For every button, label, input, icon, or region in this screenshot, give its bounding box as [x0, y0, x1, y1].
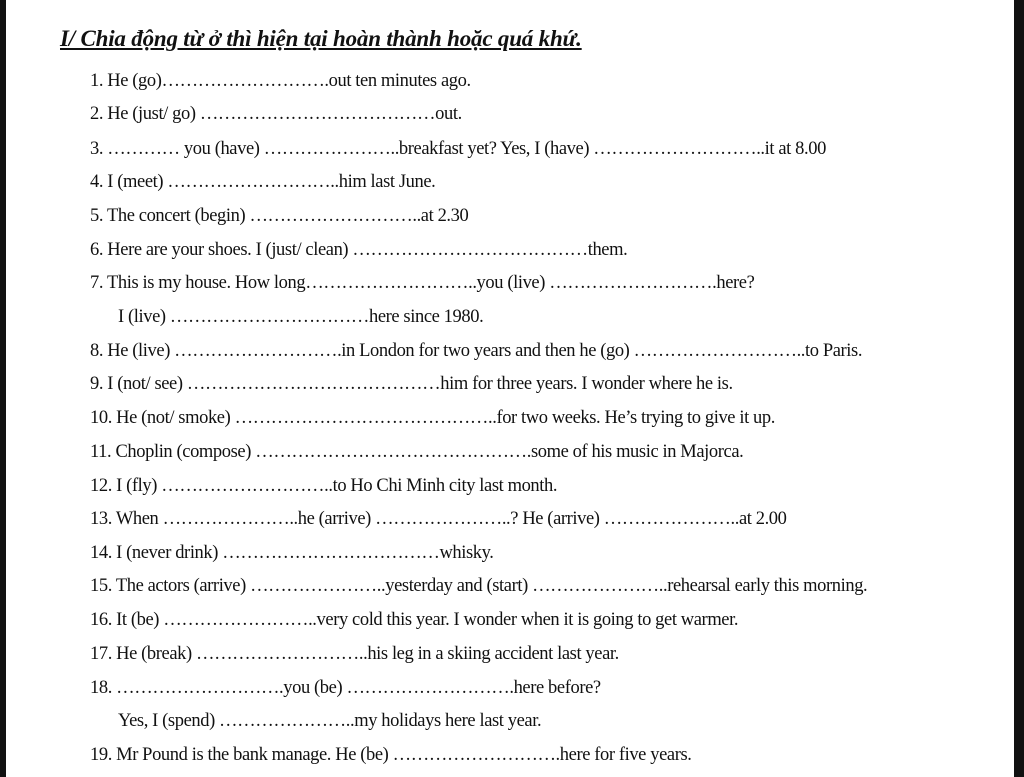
exercise-item-13: 13. When …………………..he (arrive) …………………..? He (arrive) …………………..at 2.00	[90, 509, 787, 529]
exercise-heading: I/ Chia động từ ở thì hiện tại hoàn thành hoặc quá khứ.	[60, 26, 582, 51]
exercise-item-18: 18. ……………………….you (be) ……………………….here before?	[90, 678, 601, 698]
exercise-item-14: 14. I (never drink) ………………………………whisky.	[90, 543, 494, 563]
exercise-item-9: 9. I (not/ see) ……………………………………him for three years. I wonder where he is.	[90, 374, 733, 394]
exercise-item-18-answer: Yes, I (spend) …………………..my holidays here last year.	[118, 711, 542, 731]
exercise-item-3: 3. ………… you (have) …………………..breakfast yet? Yes, I (have) ………………………..it at 8.00	[90, 139, 826, 159]
exercise-item-17: 17. He (break) ………………………..his leg in a skiing accident last year.	[90, 644, 619, 664]
exercise-item-5: 5. The concert (begin) ………………………..at 2.30	[90, 206, 469, 226]
worksheet-page	[6, 0, 1014, 777]
exercise-item-15: 15. The actors (arrive) …………………..yesterday and (start) …………………..rehearsal early this morning.	[90, 576, 868, 596]
exercise-item-10: 10. He (not/ smoke) ……………………………………..for two weeks. He’s trying to give it up.	[90, 408, 775, 428]
exercise-item-12: 12. I (fly) ………………………..to Ho Chi Minh city last month.	[90, 476, 558, 496]
exercise-item-19: 19. Mr Pound is the bank manage. He (be) ……………………….here for five years.	[90, 745, 692, 765]
exercise-item-7: 7. This is my house. How long………………………..you (live) ……………………….here?	[90, 273, 755, 293]
right-border	[1014, 0, 1024, 777]
exercise-item-11: 11. Choplin (compose) ……………………………………….some of his music in Majorca.	[90, 442, 744, 462]
exercise-item-8: 8. He (live) ……………………….in London for two years and then he (go) ………………………..to Paris.	[90, 341, 863, 361]
exercise-item-6: 6. Here are your shoes. I (just/ clean) …………………………………them.	[90, 240, 628, 260]
exercise-item-1: 1. He (go)……………………….out ten minutes ago.	[90, 71, 471, 91]
exercise-item-4: 4. I (meet) ………………………..him last June.	[90, 172, 436, 192]
exercise-item-7-answer: I (live) ……………………………here since 1980.	[118, 307, 484, 327]
exercise-item-16: 16. It (be) ……………………..very cold this year. I wonder when it is going to get warmer.	[90, 610, 739, 630]
exercise-item-2: 2. He (just/ go) …………………………………out.	[90, 104, 462, 124]
